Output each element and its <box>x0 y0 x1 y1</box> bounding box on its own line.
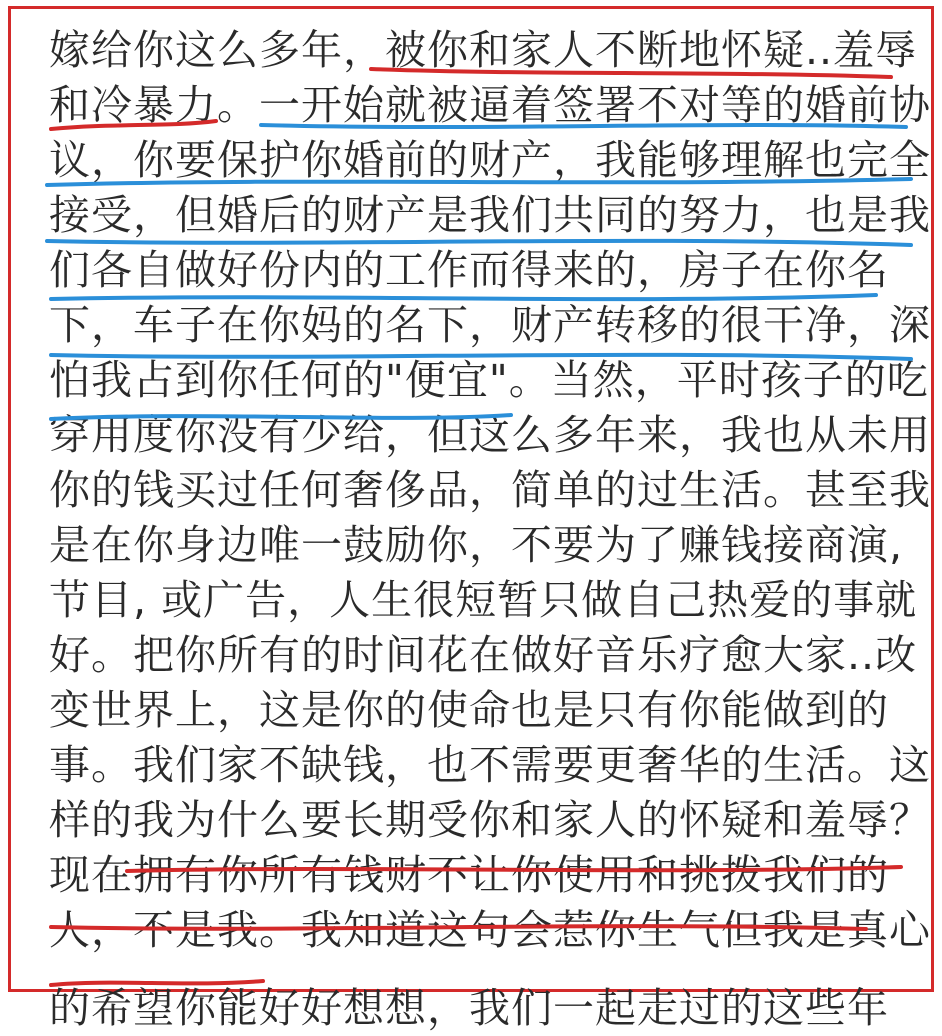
text-line: 接受，但婚后的财产是我们共同的努力，也是我 <box>49 191 931 239</box>
text-line: 你的钱买过任何奢侈品，简单的过生活。甚至我 <box>49 466 931 514</box>
text-line: 是在你身边唯一鼓励你，不要为了赚钱接商演, <box>49 521 904 569</box>
letter-text <box>49 23 931 958</box>
text-line: 嫁给你这么多年，被你和家人不断地怀疑..羞辱 <box>49 26 918 74</box>
text-line: 穿用度你没有少给，但这么多年来，我也从未用 <box>49 411 931 459</box>
text-line: 们各自做好份内的工作而得来的，房子在你名 <box>49 246 889 294</box>
text-line: 好。把你所有的时间花在做好音乐疗愈大家..改 <box>49 631 918 679</box>
partial-text-line: 的希望你能好好想想，我们一起走过的这些年 <box>49 984 889 1032</box>
text-line: 现在拥有你所有钱财不让你使用和挑拨我们的 <box>49 851 889 899</box>
text-line: 节目, 或广告，人生很短暂只做自己热爱的事就 <box>49 576 918 624</box>
text-line: 变世界上，这是你的使命也是只有你能做到的 <box>49 686 889 734</box>
document-frame <box>8 6 934 1032</box>
text-line: 怕我占到你任何的"便宜"。当然，平时孩子的吃 <box>49 356 929 404</box>
text-line: 和冷暴力。一开始就被逼着签署不对等的婚前协 <box>49 81 931 129</box>
text-line: 议，你要保护你婚前的财产，我能够理解也完全 <box>49 136 931 184</box>
text-line: 人，不是我。我知道这句会惹你生气但我是真心 <box>49 906 931 954</box>
text-line: 下，车子在你妈的名下，财产转移的很干净，深 <box>49 301 931 349</box>
text-line: 样的我为什么要长期受你和家人的怀疑和羞辱？ <box>49 796 931 844</box>
text-line: 事。我们家不缺钱，也不需要更奢华的生活。这 <box>49 741 931 789</box>
